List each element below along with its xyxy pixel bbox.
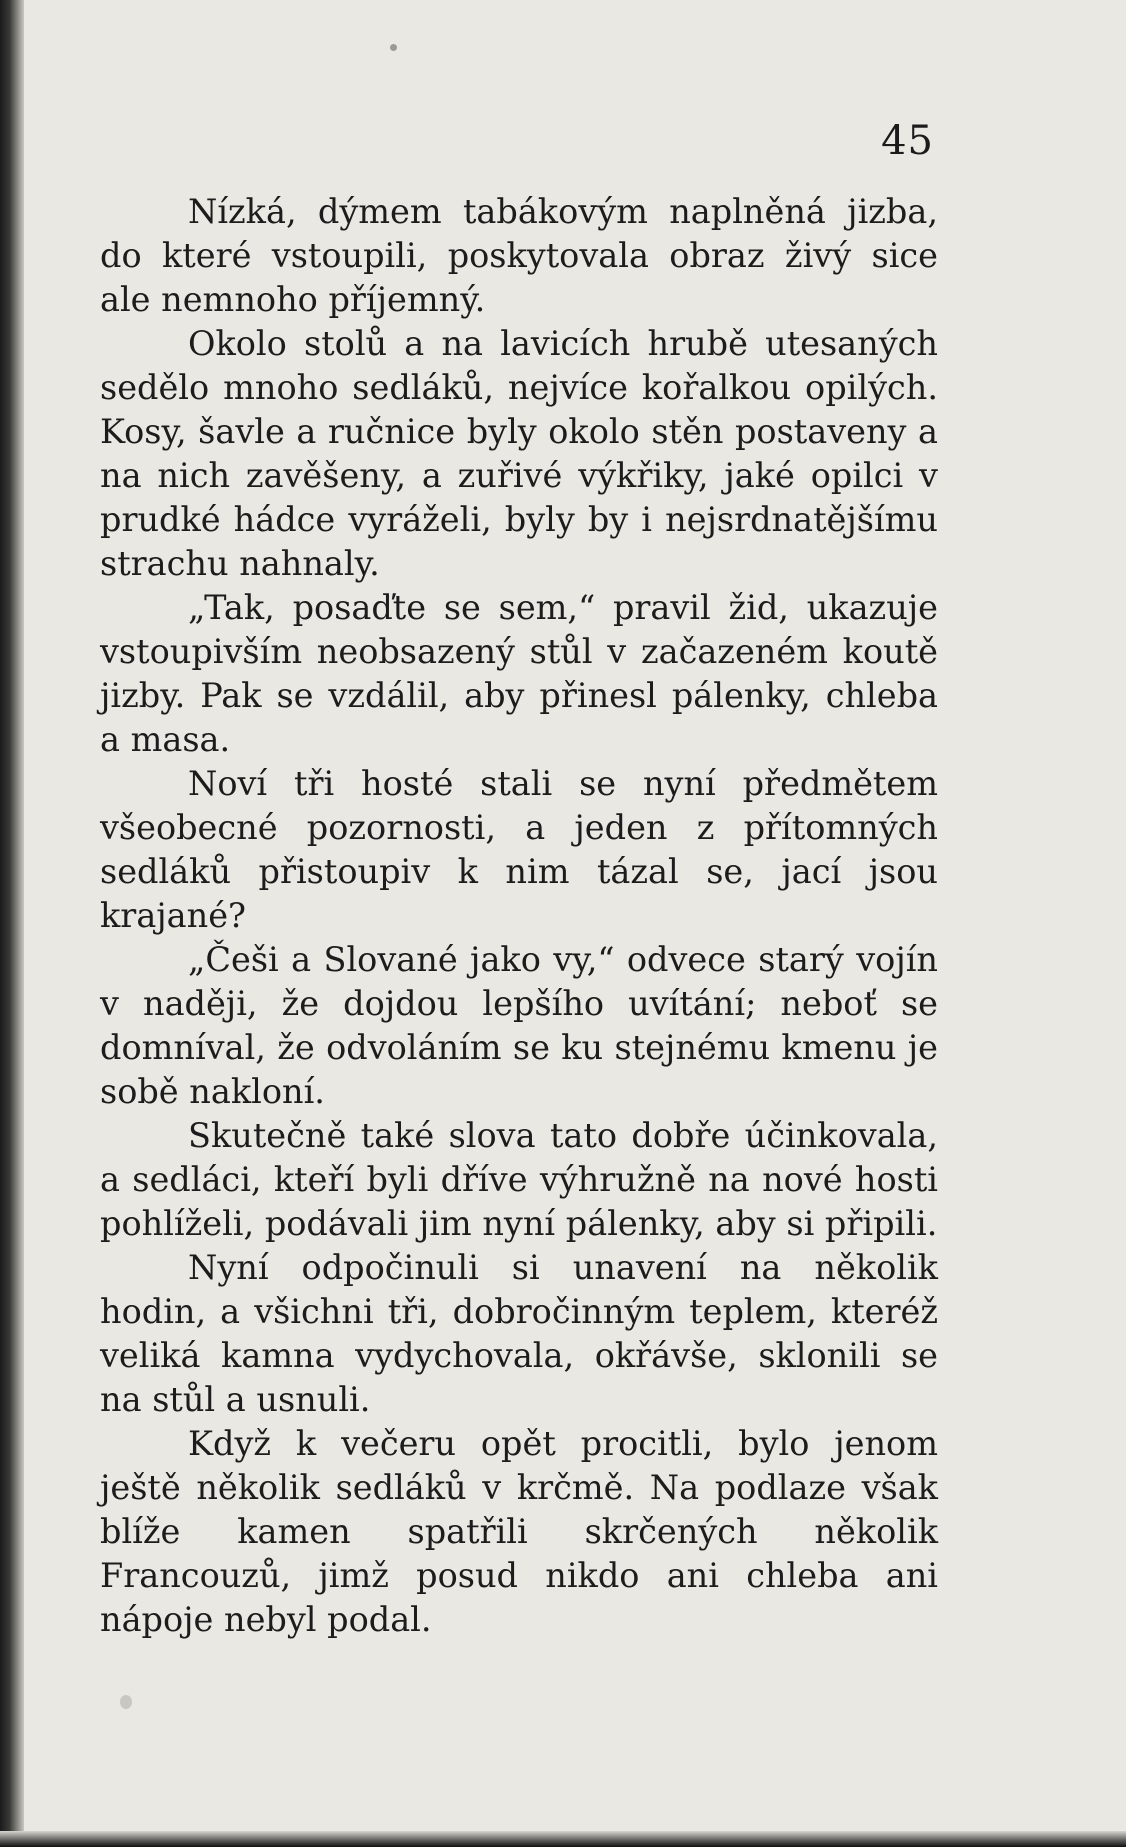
- paper-speck: [390, 44, 397, 51]
- paragraph-6: Skutečně také slova tato dobře účinkovala, a sedláci, kteří byli dříve výhružně na nové hosti pohlíželi, podávali jim nyní pálenky, aby si připili.: [100, 1116, 938, 1243]
- paragraph-8: Když k večeru opět procitli, bylo jenom ještě několik sedláků v krčmě. Na podlaze však blíže kamen spatřili skrčených několik Francouzů, jimž posud nikdo ani chleba ani nápoje nebyl podal.: [100, 1424, 938, 1639]
- book-spine-shadow: [0, 0, 24, 1847]
- paragraph-4: Noví tři hosté stali se nyní předmětem všeobecné pozornosti, a jeden z přítomných sedláků přistoupiv k nim tázal se, jací jsou krajané?: [100, 764, 938, 935]
- body-text: [100, 190, 938, 1642]
- page-number: 45: [881, 118, 934, 164]
- paragraph-3: „Tak, posaďte se sem,“ pravil žid, ukazuje vstoupivším neobsazený stůl v začazeném koutě jizby. Pak se vzdálil, aby přinesl pálenky, chleba a masa.: [100, 588, 938, 759]
- paragraph-7: Nyní odpočinuli si unavení na několik hodin, a všichni tři, dobročinným teplem, kteréž veliká kamna vydychovala, okřávše, sklonili se na stůl a usnuli.: [100, 1248, 938, 1419]
- paper-speck: [120, 1695, 132, 1709]
- paragraph-1: Nízká, dýmem tabákovým naplněná jizba, do které vstoupili, poskytovala obraz živý sice ale nemnoho příjemný.: [100, 192, 938, 319]
- page-bottom-edge: [0, 1831, 1126, 1847]
- paragraph-5: „Češi a Slované jako vy,“ odvece starý vojín v naději, že dojdou lepšího uvítání; neboť se domníval, že odvoláním se ku stejnému kmenu je sobě nakloní.: [100, 940, 938, 1111]
- paragraph-2: Okolo stolů a na lavicích hrubě utesaných sedělo mnoho sedláků, nejvíce kořalkou opilých. Kosy, šavle a ručnice byly okolo stěn postaveny a na nich zavěšeny, a zuřivé výkřiky, jaké opilci v prudké hádce vyráželi, byly by i nejsrdnatějšímu strachu nahnaly.: [100, 324, 938, 583]
